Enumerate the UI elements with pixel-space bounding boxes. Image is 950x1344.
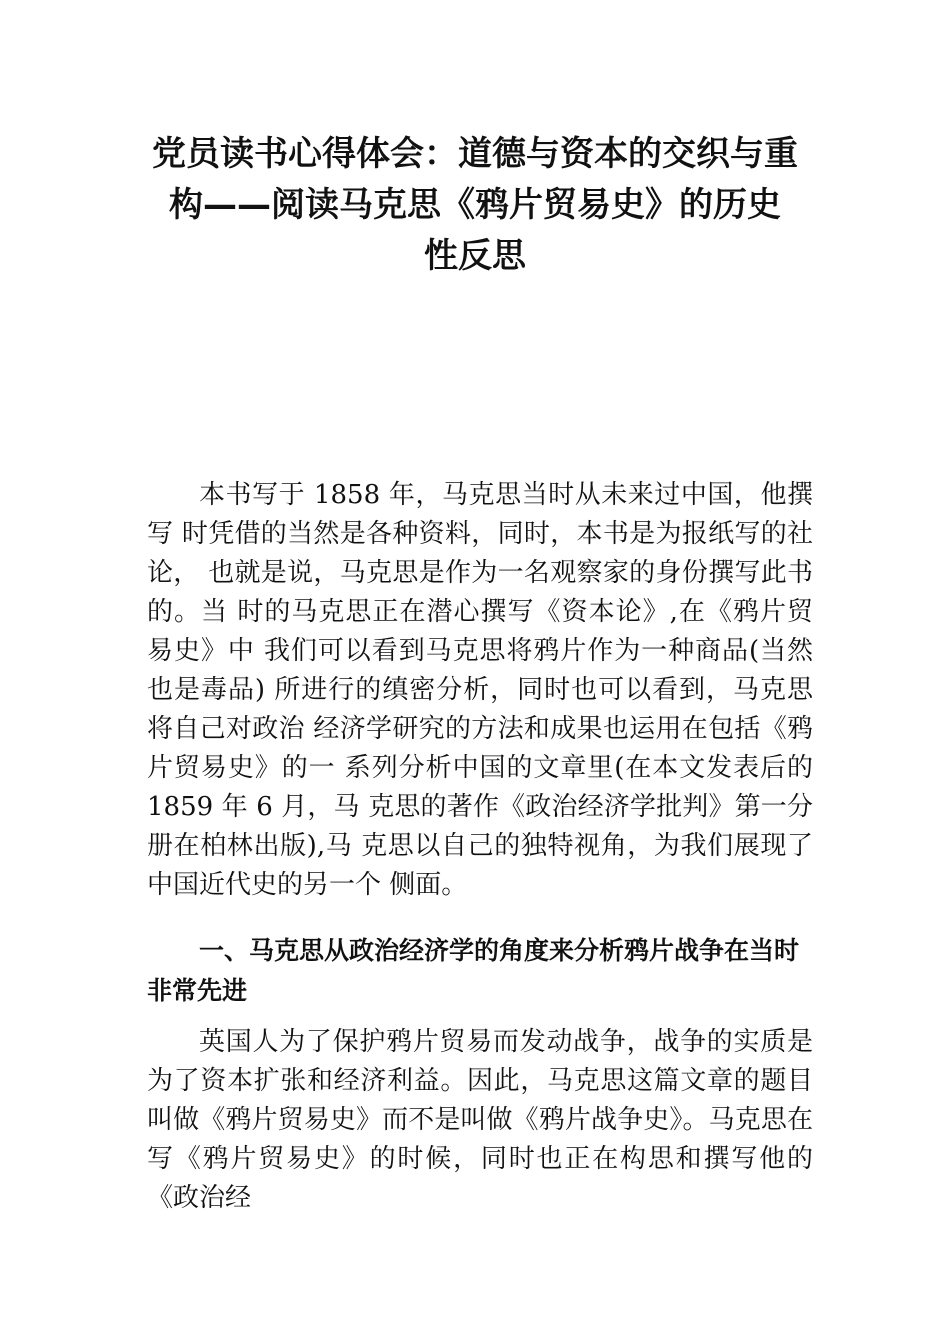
document-title [130, 129, 820, 282]
body-paragraph-1: 本书写于 1858 年，马克思当时从未来过中国，他撰写 时凭借的当然是各种资料，同时，本书是为报纸写的社论， 也就是说，马克思是作为一名观察家的身份撰写此书的。当 时的马克思正在潜心撰写《资本论》,在《鸦片贸易史》中 我们可以看到马克思将鸦片作为一种商品(当然也是毒品) 所进行的缜密分析，同时也可以看到，马克思将自己对政治 经济学研究的方法和成果也运用在包括《鸦片贸易史》的一 系列分析中国的文章里(在本文发表后的 1859 年 6 月，马 克思的著作《政治经济学批判》第一分册在柏林出版),马 克思以自己的独特视角，为我们展现了中国近代史的另一个 侧面。 [147, 480, 813, 900]
title-line-2: 构——阅读马克思《鸦片贸易史》的历史 [169, 185, 781, 225]
title-line-3: 性反思 [424, 236, 526, 276]
title-line-1: 党员读书心得体会：道德与资本的交织与重 [152, 134, 798, 174]
body-paragraph-2: 英国人为了保护鸦片贸易而发动战争，战争的实质是为了资本扩张和经济利益。因此，马克思这篇文章的题目叫做《鸦片贸易史》而不是叫做《鸦片战争史》。马克思在写《鸦片贸易史》的时候，同时也正在构思和撰写他的《政治经 [147, 1027, 813, 1213]
section-heading: 一、马克思从政治经济学的角度来分析鸦片战争在当时非常先进 [147, 936, 800, 1005]
